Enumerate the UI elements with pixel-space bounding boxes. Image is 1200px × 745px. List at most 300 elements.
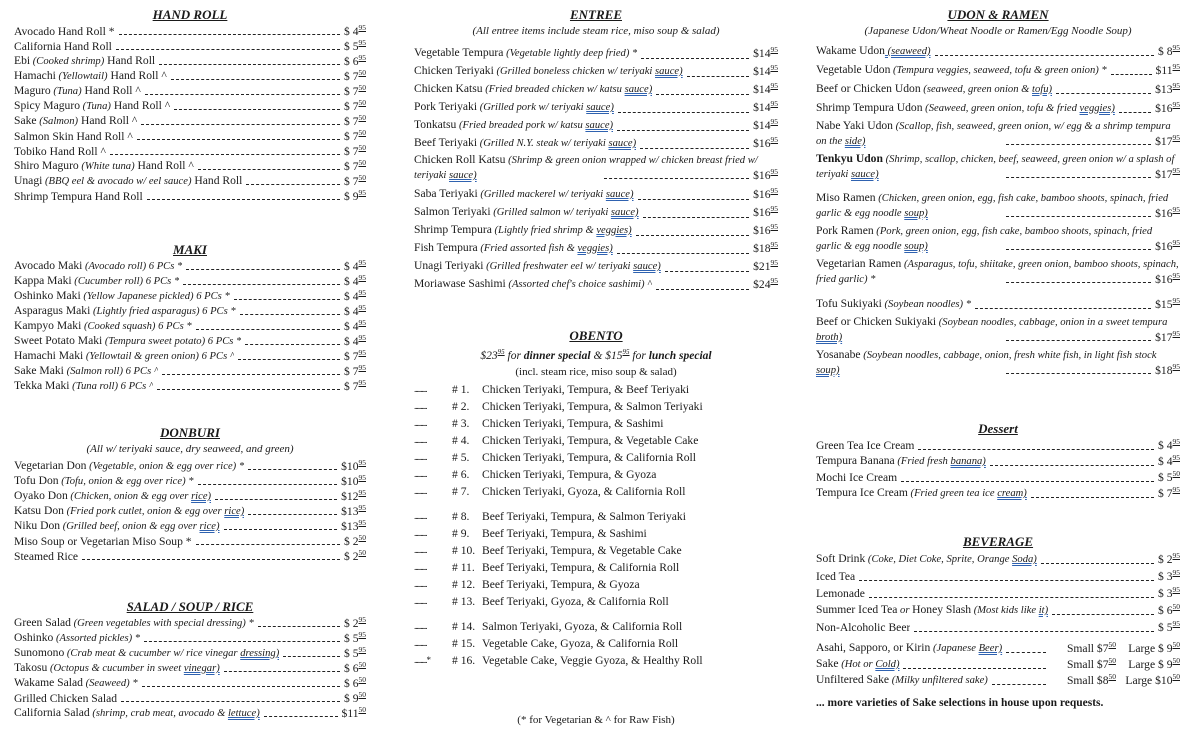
price-cents: 95 (358, 488, 366, 497)
price-dollars: $15 (1155, 298, 1173, 311)
dot-leader: .......... (414, 400, 427, 411)
section-maki (14, 241, 366, 394)
obento-combo: Vegetable Cake, Gyoza, & California Roll (482, 636, 679, 650)
item-list (414, 45, 778, 294)
price-dollars: $ 2 (344, 617, 359, 630)
item-description: (Green vegetables with special dressing) * (70, 618, 254, 629)
item-name: Tobiko Hand Roll ^ (14, 145, 106, 158)
dash-leader (224, 529, 338, 530)
dash-leader (119, 34, 340, 35)
item-price (1156, 58, 1180, 79)
lunch-price: $15 (605, 349, 623, 362)
menu-item[interactable] (14, 334, 366, 349)
menu-item[interactable] (414, 63, 778, 81)
dinner-price: $23 (480, 349, 498, 362)
item-name: Vegetable Tempura (414, 46, 504, 59)
menu-item[interactable] (14, 24, 366, 39)
item-name: Shrimp Tempura Hand Roll (14, 190, 143, 203)
item-price (1155, 268, 1180, 287)
menu-item[interactable] (414, 204, 778, 222)
menu-item[interactable] (816, 119, 1180, 149)
price-dollars: $ 4 (344, 25, 359, 38)
dot-leader: .......... (414, 578, 427, 589)
item-name: Vegetarian Ramen (816, 257, 902, 270)
menu-item[interactable] (816, 152, 1180, 182)
item-name: Beef or Chicken Udon (816, 82, 921, 95)
connector-text: for (629, 349, 649, 362)
obento-item[interactable] (414, 525, 778, 542)
price-cents: 95 (1172, 551, 1180, 560)
item-name: Beef Teriyaki (414, 136, 478, 149)
item-description: (Grilled salmon w/ teriyaki (490, 207, 611, 218)
menu-item[interactable] (14, 661, 366, 676)
item-description-marked: Soda) (1012, 554, 1037, 565)
obento-combo: Beef Teriyaki, Tempura, & Gyoza (482, 577, 640, 591)
price-cents: 50 (358, 533, 366, 542)
item-description: (Grilled boneless chicken w/ teriyaki (493, 66, 656, 77)
item-name: Maguro (14, 84, 51, 97)
price-cents: 50 (358, 83, 366, 92)
price-cents: 95 (358, 363, 366, 372)
price-cents: 95 (1172, 362, 1180, 371)
price-dollars: $ 4 (344, 260, 359, 273)
menu-item[interactable] (14, 69, 366, 84)
price-dollars: $ 5 (1158, 471, 1173, 484)
item-name: Spicy Maguro (14, 99, 81, 112)
item-description-marked: cream) (997, 488, 1027, 499)
item-description-marked: side) (844, 136, 866, 147)
item-description: (Soybean noodles, cabbage, onion in a sweet tempura (936, 317, 1168, 328)
obento-item[interactable] (414, 466, 778, 483)
item-description: (Cooked shrimp) (30, 56, 105, 67)
item-list (816, 438, 1180, 502)
menu-item[interactable] (816, 81, 1180, 98)
dash-leader (1006, 249, 1152, 250)
dash-leader (224, 671, 340, 672)
item-description: (Fried pork cutlet, onion & egg over (63, 506, 225, 517)
menu-item[interactable] (14, 304, 366, 319)
item-name: Shiro Maguro (14, 159, 79, 172)
price-cents: 95 (1172, 296, 1180, 305)
item-name: California Hand Roll (14, 40, 112, 53)
price-cents: 95 (770, 204, 778, 213)
menu-item[interactable] (414, 240, 778, 258)
price-cents: 95 (770, 81, 778, 90)
obento-item[interactable] (414, 483, 778, 500)
obento-list (414, 381, 778, 669)
dash-leader (990, 465, 1154, 466)
item-name: Oshinko Maki (14, 289, 81, 302)
obento-number: # 4. (452, 433, 470, 447)
menu-item[interactable] (14, 259, 366, 274)
menu-item[interactable] (414, 45, 778, 63)
obento-combo: Chicken Teriyaki, Gyoza, & California Roll (482, 484, 686, 498)
price-dollars: $17 (1155, 331, 1173, 344)
menu-item[interactable] (14, 114, 366, 129)
small-cents: 50 (1108, 672, 1116, 682)
price-dollars: $16 (1155, 273, 1173, 286)
menu-item[interactable] (14, 144, 366, 159)
menu-item[interactable] (816, 585, 1180, 602)
obento-item[interactable] (414, 576, 778, 593)
price-cents: 50 (358, 113, 366, 122)
menu-item[interactable] (14, 39, 366, 54)
price-cents: 95 (358, 258, 366, 267)
menu-item[interactable] (816, 486, 1180, 502)
item-name: Sake (816, 657, 839, 670)
dash-leader (617, 130, 749, 131)
menu-item[interactable] (816, 62, 1180, 79)
item-name: Shrimp Tempura Udon (816, 101, 923, 114)
menu-item[interactable] (14, 319, 366, 334)
obento-combo: Beef Teriyaki, Tempura, & Vegetable Cake (482, 543, 682, 557)
obento-combo: Chicken Teriyaki, Tempura, & Beef Teriyaki (482, 382, 690, 396)
price-cents: 95 (1172, 100, 1180, 109)
dash-leader (1006, 216, 1152, 217)
item-list (14, 616, 366, 721)
item-description-marked: veggies) (577, 243, 613, 254)
section-dessert (816, 420, 1180, 502)
obento-item[interactable] (414, 415, 778, 432)
item-name: Salmon Teriyaki (414, 205, 491, 218)
menu-item[interactable] (816, 224, 1180, 254)
dash-leader (264, 716, 338, 717)
price-dollars: $21 (753, 260, 771, 273)
obento-number: # 1. (452, 382, 470, 396)
dash-leader (162, 374, 340, 375)
item-description-marked: rice) (191, 491, 212, 502)
price-cents: 95 (358, 188, 366, 197)
item-description: (Japanese (930, 643, 979, 654)
menu-item[interactable] (14, 519, 366, 534)
item-name: Oyako Don (14, 489, 68, 502)
price-cents: 95 (770, 99, 778, 108)
item-price (1155, 292, 1180, 313)
section-entree (414, 6, 778, 294)
menu-item[interactable] (14, 129, 366, 144)
section-title: Dessert (978, 421, 1018, 436)
obento-item[interactable] (414, 652, 778, 669)
menu-item[interactable] (14, 549, 366, 564)
menu-item[interactable] (414, 81, 778, 99)
obento-number: # 10. (452, 543, 476, 557)
menu-item[interactable] (414, 276, 778, 294)
price-dollars: $ 4 (344, 305, 359, 318)
price-cents: 50 (1172, 602, 1180, 611)
menu-item[interactable] (14, 174, 366, 189)
menu-item[interactable] (14, 379, 366, 394)
menu-item[interactable] (14, 99, 366, 114)
price-cents: 50 (358, 660, 366, 669)
price-dollars: $ 3 (1158, 570, 1173, 583)
menu-item[interactable] (816, 438, 1180, 454)
dot-leader: .......... (414, 510, 427, 521)
price-dollars: $ 7 (344, 350, 359, 363)
item-price (1158, 615, 1180, 636)
price-cents: 95 (1172, 133, 1180, 142)
price-dollars: $ 4 (1158, 455, 1173, 468)
price-dollars: $ 5 (344, 647, 359, 660)
item-name-after: Hand Roll ^ (78, 114, 138, 127)
dash-leader (144, 641, 340, 642)
obento-number: # 14. (452, 619, 476, 633)
menu-item[interactable] (816, 602, 1180, 619)
item-name: Katsu Don (14, 504, 64, 517)
price-dollars: $ 4 (1158, 439, 1173, 452)
price-cents: 95 (1172, 619, 1180, 628)
menu-item[interactable] (816, 43, 1180, 60)
menu-item[interactable] (414, 135, 778, 153)
menu-item[interactable] (14, 489, 366, 504)
price-cents: 50 (358, 143, 366, 152)
price-dollars: $13 (341, 520, 359, 533)
price-dollars: $16 (1155, 240, 1173, 253)
menu-item[interactable] (14, 474, 366, 489)
menu-item[interactable] (14, 616, 366, 631)
item-price (1158, 482, 1180, 502)
menu-item[interactable] (816, 191, 1180, 221)
obento-item[interactable] (414, 593, 778, 610)
item-name: Pork Ramen (816, 224, 874, 237)
dash-leader (665, 271, 749, 272)
menu-item[interactable] (816, 568, 1180, 585)
section-beverage (816, 533, 1180, 709)
item-description-marked: Beer) (978, 643, 1003, 654)
menu-item[interactable] (816, 296, 1180, 313)
item-description-marked: veggies) (1079, 103, 1115, 114)
menu-item[interactable] (816, 100, 1180, 117)
menu-item[interactable] (816, 470, 1180, 486)
price-dollars: $ 7 (344, 85, 359, 98)
item-description: (Chicken, green onion, egg, fish cake, bamboo shoots, spinach, fried garlic & egg noodle (816, 193, 1169, 219)
dot-leader: .......... (414, 451, 427, 462)
item-name: Salmon Skin Hand Roll ^ (14, 130, 133, 143)
item-description: (Shrimp, scallop, chicken, beef, seaweed, green onion w/ a splash of teriyaki (816, 154, 1175, 180)
menu-item[interactable] (414, 258, 778, 276)
price-cents: 50 (358, 675, 366, 684)
price-dollars: $ 4 (344, 320, 359, 333)
price-dollars: $14 (753, 119, 771, 132)
menu-item[interactable] (14, 159, 366, 174)
price-cents: 95 (770, 167, 778, 176)
menu-item[interactable] (14, 289, 366, 304)
item-description-marked: banana) (950, 456, 986, 467)
dash-leader (656, 94, 749, 95)
price-dollars: $ 7 (344, 145, 359, 158)
obento-item[interactable] (414, 381, 778, 398)
menu-item[interactable] (14, 631, 366, 646)
menu-item[interactable] (14, 504, 366, 519)
dot-leader: .......... (414, 417, 427, 428)
item-description: (Cooked squash) 6 PCs * (81, 321, 192, 332)
menu-item[interactable] (14, 646, 366, 661)
price-dollars: $ 6 (344, 662, 359, 675)
obento-combo: Salmon Teriyaki, Gyoza, & California Roll (482, 619, 683, 633)
dash-leader (617, 253, 749, 254)
item-description: (Grilled mackerel w/ teriyaki (477, 189, 606, 200)
menu-item[interactable] (816, 619, 1180, 636)
menu-item[interactable] (14, 189, 366, 204)
menu-item[interactable] (14, 84, 366, 99)
dash-leader (157, 389, 340, 390)
item-description: (Salmon) (36, 116, 79, 127)
obento-item[interactable] (414, 559, 778, 576)
item-price (753, 272, 778, 294)
price-dollars: $ 9 (344, 692, 359, 705)
lunch-label: lunch special (648, 349, 712, 362)
item-price (1155, 235, 1180, 254)
item-name: Sunomono (14, 646, 65, 659)
menu-item[interactable] (816, 315, 1180, 345)
menu-item[interactable] (816, 551, 1180, 568)
price-cents: 95 (358, 273, 366, 282)
item-description-marked: tofu) (1032, 84, 1053, 95)
dash-leader (145, 94, 340, 95)
dash-leader (171, 79, 340, 80)
price-dollars: $16 (753, 188, 771, 201)
item-name: Tofu Sukiyaki (816, 297, 882, 310)
dash-leader (142, 686, 340, 687)
dash-leader (914, 631, 1154, 632)
item-price (344, 185, 366, 204)
obento-item[interactable] (414, 432, 778, 449)
price-cents: 95 (358, 630, 366, 639)
item-name: Tekka Maki (14, 379, 70, 392)
price-cents: 50 (1172, 469, 1180, 478)
dot-leader: .......... (414, 527, 427, 538)
dash-leader (248, 469, 337, 470)
item-description-marked: veggies) (596, 225, 632, 236)
item-name: Wakame Salad (14, 676, 83, 689)
sized-drink-item[interactable] (816, 673, 1180, 689)
dot-leader: .......... (414, 637, 427, 648)
menu-item[interactable] (14, 274, 366, 289)
dash-leader (186, 269, 340, 270)
obento-item[interactable] (414, 618, 778, 635)
dash-leader (82, 559, 340, 560)
price-dollars: $ 7 (344, 115, 359, 128)
price-cents: 95 (770, 135, 778, 144)
dot-leader: .......... (414, 620, 427, 631)
item-name: Unagi (14, 174, 43, 187)
obento-item[interactable] (414, 449, 778, 466)
price-cents: 95 (358, 53, 366, 62)
item-name: Avocado Hand Roll * (14, 25, 115, 38)
item-description-marked: (seaweed) (884, 46, 931, 57)
price-dollars: $14 (753, 83, 771, 96)
section-title: OBENTO (569, 328, 623, 343)
price-dollars: $ 2 (1158, 553, 1173, 566)
menu-item[interactable] (414, 153, 778, 183)
item-description-marked: rice) (224, 506, 245, 517)
menu-item[interactable] (816, 454, 1180, 470)
obento-number: # 16. (452, 653, 476, 667)
menu-item[interactable] (14, 691, 366, 706)
small-dollars: Small $7 (1066, 658, 1109, 671)
item-name: Unfiltered Sake (816, 673, 890, 686)
item-list (816, 43, 1180, 378)
item-description-marked: soup) (904, 241, 928, 252)
menu-item[interactable] (414, 222, 778, 240)
item-name: Chicken Teriyaki (414, 64, 494, 77)
item-name-after: Hand Roll ^ (107, 69, 167, 82)
menu-item[interactable] (14, 534, 366, 549)
dash-leader (116, 49, 340, 50)
obento-combo: Chicken Teriyaki, Tempura, & Gyoza (482, 467, 657, 481)
item-description: (Fried fresh (894, 456, 951, 467)
dash-leader (1031, 497, 1154, 498)
obento-item[interactable] (414, 508, 778, 525)
obento-item[interactable] (414, 542, 778, 559)
obento-item[interactable] (414, 398, 778, 415)
price-dollars: $ 7 (344, 100, 359, 113)
section-title: UDON & RAMEN (947, 7, 1049, 22)
item-description-marked: it) (1038, 605, 1049, 616)
menu-item[interactable] (14, 364, 366, 379)
item-description-marked: sauce) (605, 189, 634, 200)
price-cents: 50 (358, 158, 366, 167)
obento-combo: Beef Teriyaki, Gyoza, & California Roll (482, 594, 669, 608)
menu-item[interactable] (414, 117, 778, 135)
price-dollars: $ 7 (344, 175, 359, 188)
item-price (1158, 39, 1180, 60)
item-name-after: Honey Slash (912, 603, 972, 616)
menu-item[interactable] (14, 349, 366, 364)
dash-leader (1006, 177, 1152, 178)
section-hand-roll (14, 6, 366, 204)
menu-item[interactable] (414, 186, 778, 204)
dash-leader (1111, 74, 1152, 75)
section-title: BEVERAGE (962, 534, 1034, 549)
price-leader (816, 331, 1180, 345)
dash-leader (137, 139, 340, 140)
menu-item[interactable] (14, 459, 366, 474)
item-description-marked: vinegar) (183, 663, 220, 674)
obento-item[interactable] (414, 635, 778, 652)
dash-leader (196, 329, 340, 330)
item-description-marked: sauce) (585, 120, 614, 131)
price-cents: 50 (358, 705, 366, 714)
item-list (816, 551, 1180, 636)
item-name: Green Tea Ice Cream (816, 439, 915, 452)
menu-item[interactable] (14, 54, 366, 69)
section-subtitle: (All w/ teriyaki sauce, dry seaweed, and green) (86, 443, 294, 455)
menu-item[interactable] (414, 99, 778, 117)
item-name-after: Hand Roll ^ (81, 84, 141, 97)
item-description-marked: soup) (904, 208, 928, 219)
dash-leader (141, 124, 340, 125)
price-cents: 95 (358, 38, 366, 47)
dash-leader (903, 668, 1046, 669)
item-description-marked: sauce) (586, 102, 614, 113)
item-description: (Milky unfiltered sake) (889, 675, 988, 686)
dash-leader (1052, 614, 1154, 615)
price-cents: 95 (1172, 205, 1180, 214)
menu-item[interactable] (14, 676, 366, 691)
obento-number: # 6. (452, 467, 470, 481)
dot-leader: ..........* (414, 654, 430, 665)
menu-item[interactable] (816, 257, 1180, 287)
price-dollars: $16 (753, 169, 771, 182)
dot-leader: .......... (414, 561, 427, 572)
menu-item[interactable] (816, 348, 1180, 378)
item-description: (Fried breaded chicken w/ katsu (482, 84, 625, 95)
item-description: (Salmon roll) 6 PCs ^ (63, 366, 159, 377)
menu-item[interactable] (14, 706, 366, 721)
price-dollars: $ 2 (344, 550, 359, 563)
obento-includes: (incl. steam rice, miso soup & salad) (515, 365, 677, 378)
item-price (1155, 96, 1180, 117)
